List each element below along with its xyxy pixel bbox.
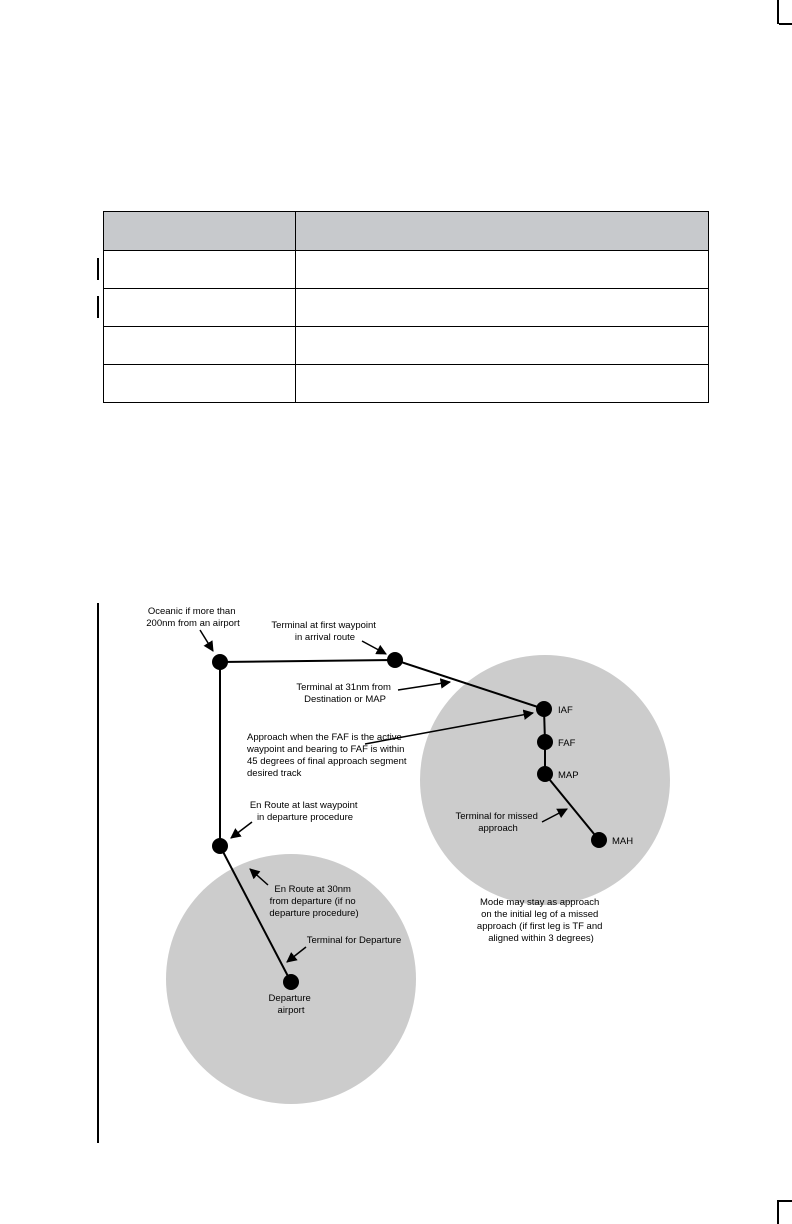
map-label: MAP — [558, 770, 579, 781]
faf-label: FAF — [558, 738, 576, 749]
iaf-waypoint — [536, 701, 552, 717]
terminal-missed-label: Terminal for missed approach — [455, 811, 538, 834]
terminal-31nm-arrow — [398, 682, 450, 690]
en-route-30nm-label: En Route at 30nm from departure (if no departure procedure) — [269, 884, 359, 919]
approach-faf-label: Approach when the FAF is the active waypoint and bearing to FAF is within 45 degrees of final approach segment desired track — [247, 732, 407, 779]
iaf-label: IAF — [558, 705, 573, 716]
mah-waypoint — [591, 832, 607, 848]
first-arrival-waypoint — [387, 652, 403, 668]
oceanic-waypoint — [212, 654, 228, 670]
mah-label: MAH — [612, 836, 634, 847]
faf-waypoint — [537, 734, 553, 750]
map-waypoint — [537, 766, 553, 782]
mode-stay-label: Mode may stay as approach on the initial leg of a missed approach (if first leg is TF and aligned within 3 degrees) — [476, 897, 603, 944]
terminal-31nm-label: Terminal at 31nm from Destination or MAP — [296, 682, 391, 705]
last-departure-waypoint — [212, 838, 228, 854]
departure-airport-label: Departure airport — [268, 993, 311, 1016]
departure-airport-point — [283, 974, 299, 990]
oceanic-label: Oceanic if more than 200nm from an airport — [146, 606, 240, 629]
en-route-last-waypoint-label: En Route at last waypoint in departure procedure — [249, 800, 358, 823]
terminal-departure-label: Terminal for Departure — [306, 935, 402, 946]
oceanic-arrow — [200, 630, 213, 651]
terminal-first-waypoint-label: Terminal at first waypoint in arrival route — [271, 620, 376, 643]
en-route-last-waypoint-arrow — [231, 822, 252, 838]
terminal-first-waypoint-arrow — [362, 641, 386, 654]
